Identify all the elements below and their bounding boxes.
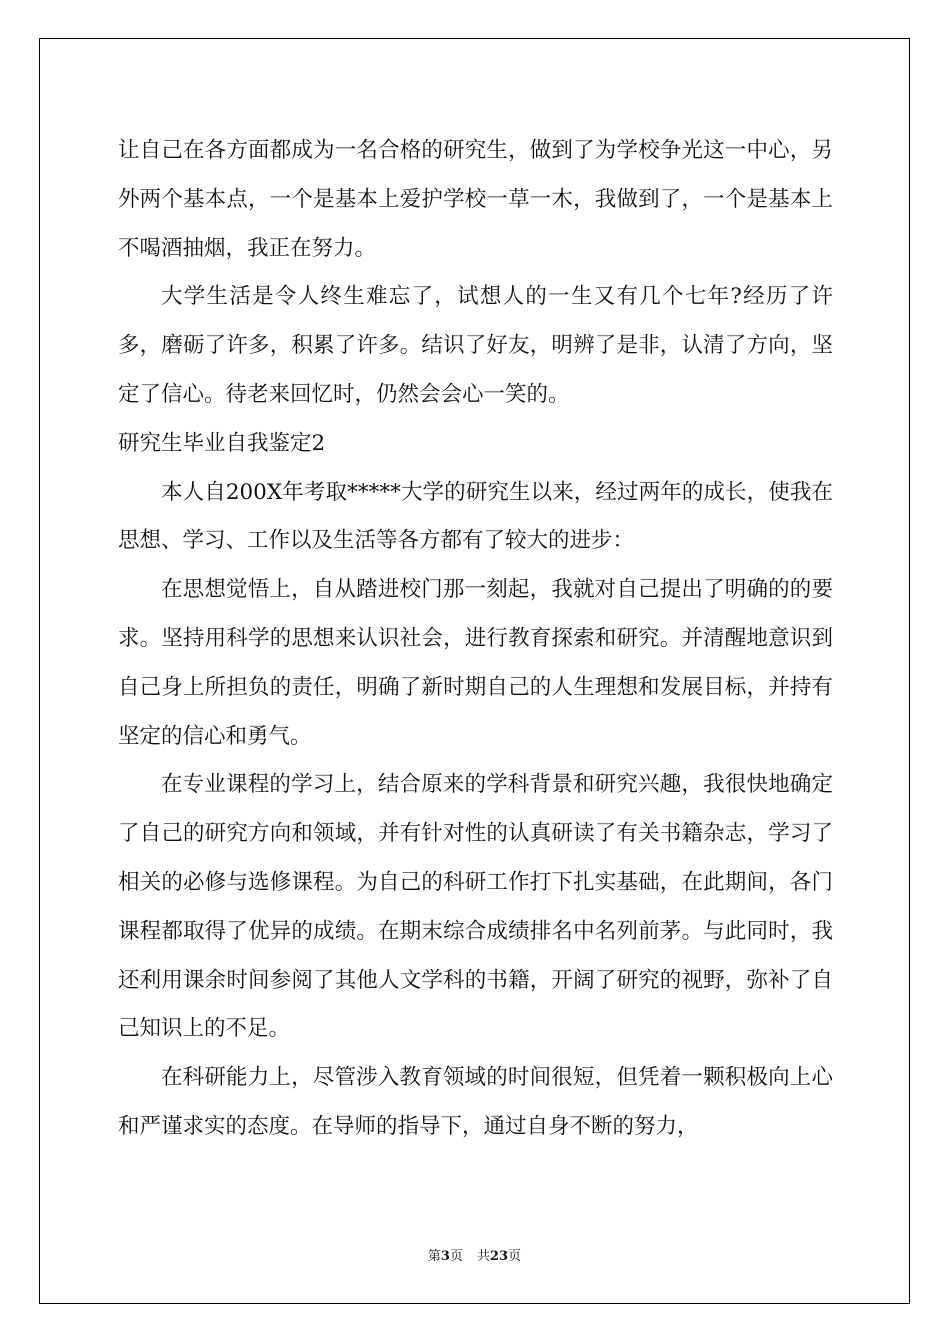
paragraph-5: 在专业课程的学习上，结合原来的学科背景和研究兴趣，我很快地确定了自己的研究方向和领域，并有针对性的认真研读了有关书籍杂志，学习了相关的必修与选修课程。为自己的科研工作打下扎实基础，在此期间，各门课程都取得了优异的成绩。在期末综合成绩排名中名列前茅。与此同时，我还利用课余时间参阅了其他人文学科的书籍，开阔了研究的视野，弥补了自己知识上的不足。 [118, 772, 833, 1042]
document-page [39, 38, 910, 1304]
paragraph-4: 在思想觉悟上，自从踏进校门那一刻起，我就对自己提出了明确的的要求。坚持用科学的思想来认识社会，进行教育探索和研究。并清醒地意识到自己身上所担负的责任，明确了新时期自己的人生理想和发展目标，并持有坚定的信心和勇气。 [118, 577, 833, 749]
paragraph-6: 在科研能力上，尽管涉入教育领域的时间很短，但凭着一颗积极向上心和严谨求实的态度。在导师的指导下，通过自身不断的努力， [118, 1065, 833, 1139]
page-footer [40, 1245, 909, 1264]
page-suffix: 页 [449, 1249, 463, 1264]
total-pages: 23 [489, 1249, 509, 1264]
total-suffix: 页 [508, 1249, 522, 1264]
total-prefix: 共 [476, 1249, 490, 1264]
section-heading: 研究生毕业自我鉴定2 [118, 430, 326, 456]
paragraph-1: 让自己在各方面都成为一名合格的研究生，做到了为学校争光这一中心，另外两个基本点，一个是基本上爱护学校一草一木，我做到了，一个是基本上不喝酒抽烟，我正在努力。 [118, 138, 833, 261]
document-body [118, 127, 833, 1152]
page-prefix: 第 [427, 1249, 441, 1264]
page-number: 3 [440, 1249, 450, 1264]
paragraph-3: 本人自200X年考取*****大学的研究生以来，经过两年的成长，使我在思想、学习、工作以及生活等各方都有了较大的进步： [118, 479, 833, 554]
paragraph-2: 大学生活是令人终生难忘了，试想人的一生又有几个七年?经历了许多，磨砺了许多，积累了许多。结识了好友，明辨了是非，认清了方向，坚定了信心。待老来回忆时，仍然会会心一笑的。 [118, 284, 833, 407]
